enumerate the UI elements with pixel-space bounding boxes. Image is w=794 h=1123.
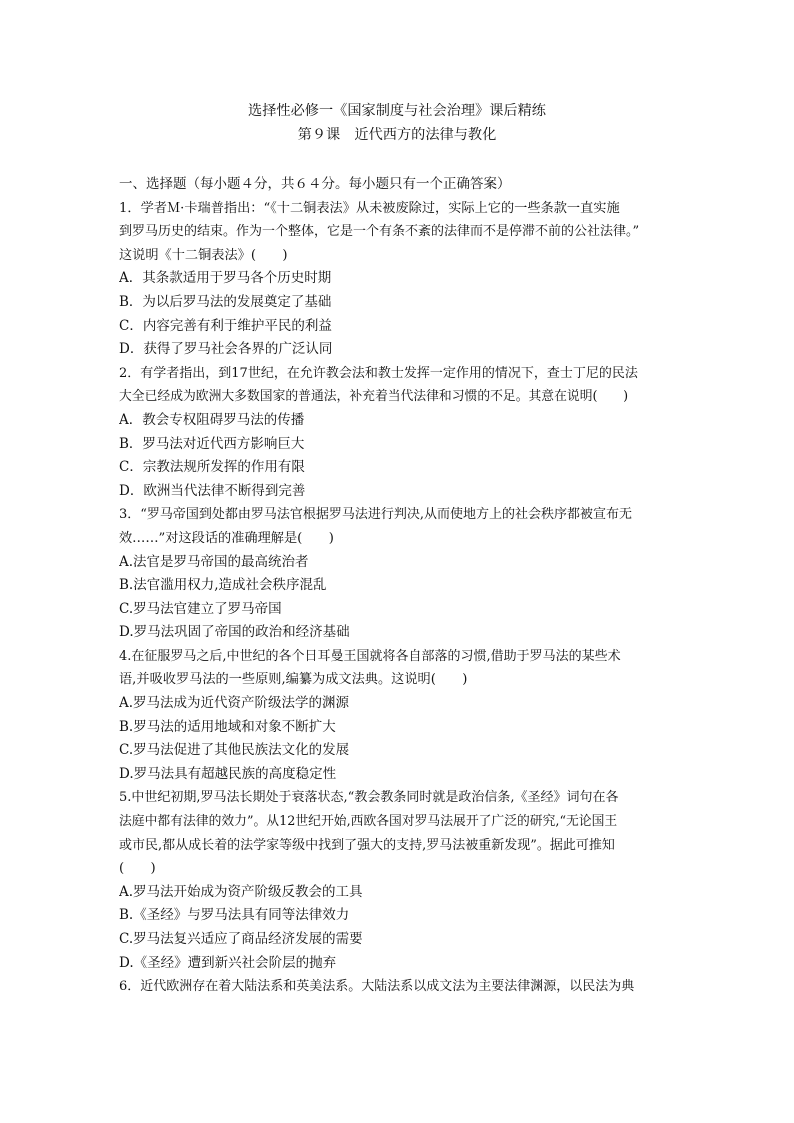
option-a[interactable]: A．教会专权阻碍罗马法的传播 <box>119 411 305 428</box>
question-3 <box>119 503 691 645</box>
option-a[interactable]: A.罗马法成为近代资产阶级法学的渊源 <box>119 695 350 712</box>
question-stem-line: 这说明《十二铜表法》( ) <box>119 247 288 263</box>
option-c[interactable]: C．内容完善有利于维护平民的利益 <box>119 317 332 334</box>
question-stem-line: 3．“罗马帝国到处都由罗马法官根据罗马法进行判决,从而使地方上的社会秩序都被宣布无 <box>119 507 633 523</box>
option-d[interactable]: D.罗马法具有超越民族的高度稳定性 <box>119 765 337 782</box>
lesson-title: 第９课 近代西方的法律与教化 <box>297 127 497 143</box>
option-d[interactable]: D.罗马法巩固了帝国的政治和经济基础 <box>119 624 350 641</box>
document-title: 选择性必修一《国家制度与社会治理》课后精练 <box>248 103 546 119</box>
question-1 <box>119 197 691 362</box>
option-b[interactable]: B．罗马法对近代西方影响巨大 <box>119 435 305 452</box>
option-d[interactable]: D.《圣经》遭到新兴社会阶层的抛弃 <box>119 954 337 971</box>
question-stem-line: ( ) <box>119 861 156 877</box>
option-a[interactable]: A.罗马法开始成为资产阶级反教会的工具 <box>119 883 363 900</box>
option-c[interactable]: C．宗教法规所发挥的作用有限 <box>119 459 305 476</box>
question-stem-line: 5.中世纪初期,罗马法长期处于衰落状态,“教会教条同时就是政治信条,《圣经》词句在各 <box>119 790 619 806</box>
option-a[interactable]: A．其条款适用于罗马各个历史时期 <box>119 270 332 287</box>
option-a[interactable]: A.法官是罗马帝国的最高统治者 <box>119 553 309 570</box>
option-b[interactable]: B.罗马法的适用地域和对象不断扩大 <box>119 718 336 735</box>
question-stem-line: 4.在征服罗马之后,中世纪的各个日耳曼王国就将各自部落的习惯,借助于罗马法的某些术 <box>119 648 621 664</box>
question-stem-line: 或市民,都从成长着的法学家等级中找到了强大的支持,罗马法被重新发现”。据此可推知 <box>119 837 615 853</box>
question-4 <box>119 645 691 787</box>
question-stem-line: 1．学者Ｍ·卡瑞普指出：“《十二铜表法》从未被废除过，实际上它的一些条款一直实施 <box>119 200 620 216</box>
option-c[interactable]: C.罗马法促进了其他民族法文化的发展 <box>119 742 350 759</box>
question-stem-line: 效……”对这段话的准确理解是( ) <box>119 530 334 546</box>
question-stem-line: 语,并吸收罗马法的一些原则,编纂为成文法典。这说明( ) <box>119 672 468 688</box>
question-6 <box>119 975 691 999</box>
option-c[interactable]: C.罗马法官建立了罗马帝国 <box>119 600 282 617</box>
question-stem-line: 2．有学者指出，到17世纪，在允许教会法和教士发挥一定作用的情况下，查士丁尼的民法 <box>119 365 638 381</box>
question-stem-line: 6．近代欧洲存在着大陆法系和英美法系。大陆法系以成文法为主要法律渊源，以民法为典 <box>119 979 635 995</box>
option-b[interactable]: B.法官滥用权力,造成社会秩序混乱 <box>119 577 327 594</box>
option-b[interactable]: B．为以后罗马法的发展奠定了基础 <box>119 293 332 310</box>
section-heading: 一、选择题（每小题４分，共６４分。每小题只有一个正确答案） <box>119 176 511 192</box>
option-d[interactable]: D．欧洲当代法律不断得到完善 <box>119 482 306 499</box>
question-2 <box>119 362 691 504</box>
question-stem-line: 大全已经成为欧洲大多数国家的普通法，补充着当代法律和习惯的不足。其意在说明( ) <box>119 389 629 405</box>
option-d[interactable]: D．获得了罗马社会各界的广泛认同 <box>119 341 333 358</box>
option-b[interactable]: B.《圣经》与罗马法具有同等法律效力 <box>119 907 350 924</box>
question-5 <box>119 786 691 975</box>
question-stem-line: 到罗马历史的结束。作为一个整体，它是一个有条不紊的法律而不是停滞不前的公社法律。” <box>119 224 640 240</box>
option-c[interactable]: C.罗马法复兴适应了商品经济发展的需要 <box>119 931 363 947</box>
question-list <box>119 173 691 999</box>
question-stem-line: 法庭中都有法律的效力”。从12世纪开始,西欧各国对罗马法展开了广泛的研究,“无论国王 <box>119 814 618 830</box>
